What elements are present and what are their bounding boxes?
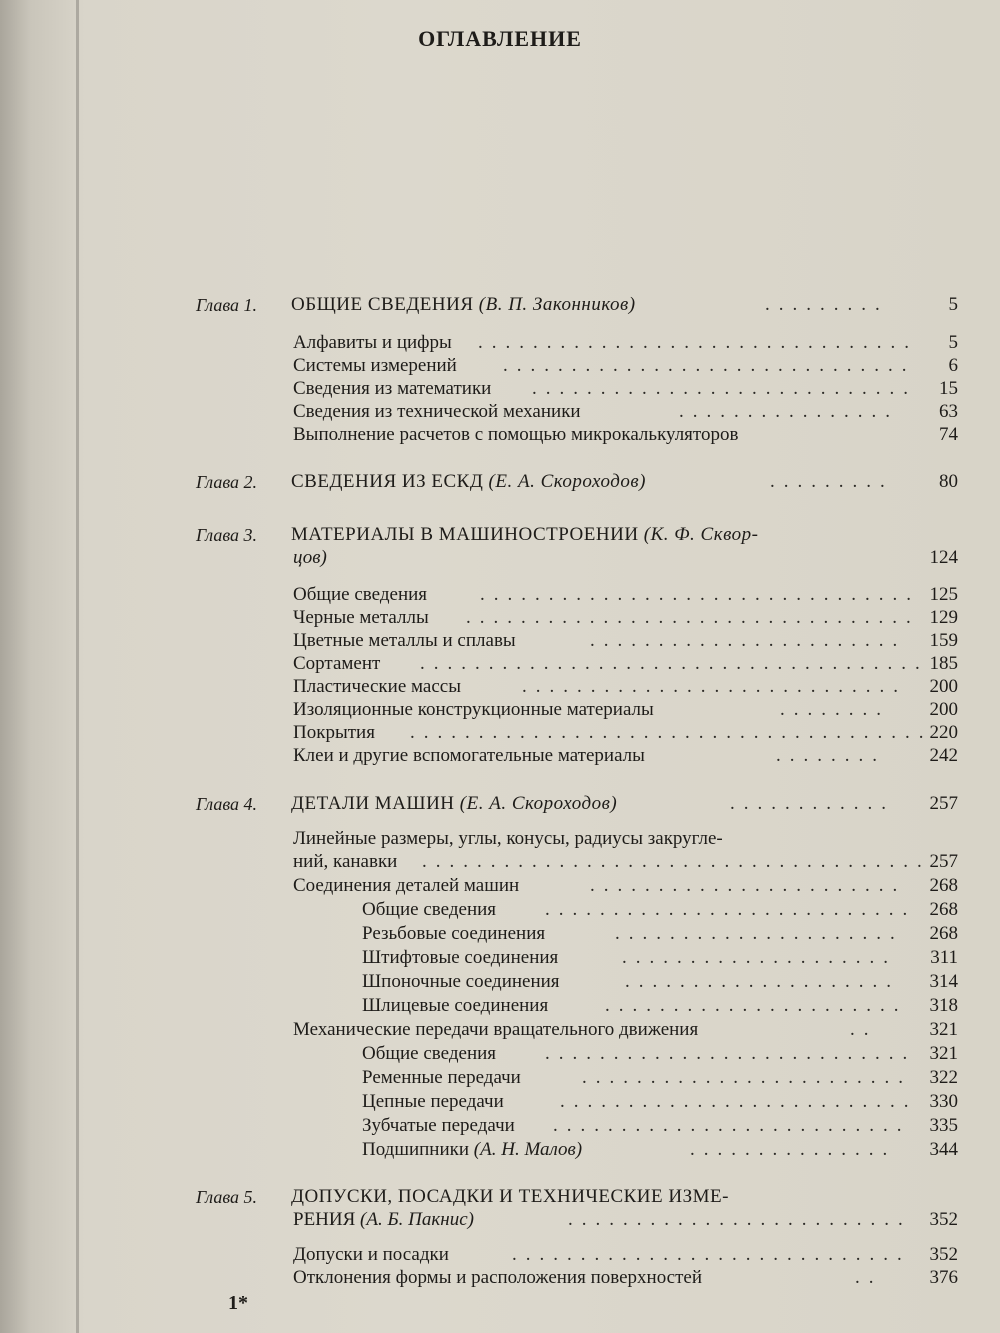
page-number: 318 <box>929 995 958 1016</box>
leader-dots: .......................... <box>560 1091 918 1112</box>
page-number: 5 <box>948 332 958 353</box>
leader-dots: ............... <box>690 1139 897 1160</box>
entry-label: Штифтовые соединения <box>362 947 559 968</box>
toc-entry <box>0 675 1000 699</box>
leader-dots: ............ <box>730 793 895 814</box>
entry-label: Системы измерений <box>293 355 457 376</box>
page-number: 314 <box>929 971 958 992</box>
page-number: 344 <box>929 1139 958 1160</box>
leader-dots: .......................... <box>553 1115 911 1136</box>
toc-entry <box>0 946 1000 970</box>
page-number: 311 <box>930 947 958 968</box>
toc-entry <box>0 331 1000 355</box>
leader-dots: .. <box>850 1019 878 1040</box>
entry-label: Соединения деталей машин <box>293 875 520 896</box>
leader-dots: .............................. <box>503 355 916 376</box>
toc-entry <box>0 1266 1000 1290</box>
page-number: 125 <box>929 584 958 605</box>
toc-entry <box>0 1243 1000 1267</box>
entry-label: Допуски и посадки <box>293 1244 449 1265</box>
entry-label: Шлицевые соединения <box>362 995 549 1016</box>
leader-dots: ........ <box>780 699 890 720</box>
signature-mark: 1* <box>228 1292 248 1314</box>
toc-entry <box>0 1114 1000 1138</box>
page-number: 330 <box>929 1091 958 1112</box>
entry-label: Черные металлы <box>293 607 429 628</box>
page-number: 80 <box>939 471 958 492</box>
leader-dots: ..................................... <box>420 653 929 674</box>
entry-label: Общие сведения <box>293 584 428 605</box>
chapter-5-heading-cont <box>0 1208 1000 1232</box>
chapter-title: ОБЩИЕ СВЕДЕНИЯ <box>291 294 474 315</box>
page-number: 257 <box>929 793 958 814</box>
toc-entry <box>0 1018 1000 1042</box>
leader-dots: ............................ <box>532 378 917 399</box>
toc-entry-cont <box>0 850 1000 874</box>
leader-dots: ...................... <box>605 995 908 1016</box>
entry-label: Отклонения формы и расположения поверхностей <box>293 1267 703 1288</box>
leader-dots: ................................ <box>480 584 920 605</box>
chapter-3-heading <box>0 523 1000 547</box>
toc-entry <box>0 354 1000 378</box>
page-number: 352 <box>929 1209 958 1230</box>
toc-entry <box>0 721 1000 745</box>
entry-label: Выполнение расчетов с помощью микрокалькуляторов <box>293 424 739 445</box>
entry-label: Пластические массы <box>293 676 461 697</box>
leader-dots: ................................ <box>478 332 918 353</box>
leader-dots: .. <box>855 1267 883 1288</box>
leader-dots: ...................................... <box>410 722 933 743</box>
toc-entry <box>0 1042 1000 1066</box>
entry-label: Шпоночные соединения <box>362 971 560 992</box>
page-number: 74 <box>939 424 958 445</box>
leader-dots: ........................ <box>582 1067 912 1088</box>
entry-author: (А. Н. Малов) <box>473 1139 583 1160</box>
toc-entry <box>0 606 1000 630</box>
chapter-title: РЕНИЯ <box>293 1209 356 1230</box>
leader-dots: ............................ <box>522 676 907 697</box>
entry-label: Изоляционные конструкционные материалы <box>293 699 654 720</box>
leader-dots: ..................................... <box>422 851 931 872</box>
chapter-author: (А. Б. Пакнис) <box>360 1209 474 1230</box>
toc-entry <box>0 827 1000 851</box>
chapter-title: МАТЕРИАЛЫ В МАШИНОСТРОЕНИИ <box>291 524 639 545</box>
page-number: 257 <box>929 851 958 872</box>
page-number: 268 <box>929 875 958 896</box>
page-number: 185 <box>929 653 958 674</box>
page-number: 63 <box>939 401 958 422</box>
entry-label: Общие сведения <box>362 899 497 920</box>
page-number: 124 <box>929 547 958 568</box>
toc-entry <box>0 377 1000 401</box>
page-number: 200 <box>929 699 958 720</box>
toc-entry <box>0 994 1000 1018</box>
toc-entry <box>0 970 1000 994</box>
leader-dots: ....................... <box>590 875 907 896</box>
toc-entry <box>0 1138 1000 1162</box>
leader-dots: ................ <box>679 401 899 422</box>
chapter-5-heading <box>0 1185 1000 1209</box>
leader-dots: ................................. <box>466 607 920 628</box>
page-number: 242 <box>929 745 958 766</box>
toc-entry <box>0 400 1000 424</box>
entry-label: Покрытия <box>293 722 375 743</box>
leader-dots: ......... <box>765 294 889 315</box>
entry-label: Сведения из математики <box>293 378 492 399</box>
page-number: 159 <box>929 630 958 651</box>
page-number: 322 <box>929 1067 958 1088</box>
page-number: 268 <box>929 899 958 920</box>
toc-entry <box>0 583 1000 607</box>
chapter-4-heading <box>0 792 1000 816</box>
toc-entry <box>0 423 1000 447</box>
entry-label: Цветные металлы и сплавы <box>293 630 516 651</box>
leader-dots: ........................... <box>545 1043 917 1064</box>
leader-dots: ............................. <box>512 1244 911 1265</box>
chapter-author: цов) <box>293 547 327 568</box>
page-number: 220 <box>929 722 958 743</box>
leader-dots: ........ <box>776 745 886 766</box>
chapter-title: ДОПУСКИ, ПОСАДКИ И ТЕХНИЧЕСКИЕ ИЗМЕ- <box>291 1186 729 1207</box>
toc-entry <box>0 898 1000 922</box>
toc-entry <box>0 698 1000 722</box>
chapter-1-heading <box>0 293 1000 317</box>
page-number: 6 <box>948 355 958 376</box>
chapter-prefix: Глава 5. <box>196 1187 258 1207</box>
entry-label: ний, канавки <box>293 851 398 872</box>
chapter-prefix: Глава 2. <box>196 472 258 492</box>
toc-entry <box>0 744 1000 768</box>
entry-label: Цепные передачи <box>362 1091 504 1112</box>
page-title: ОГЛАВЛЕНИЕ <box>418 26 582 51</box>
page-number: 200 <box>929 676 958 697</box>
page-number: 376 <box>929 1267 958 1288</box>
page-number: 321 <box>929 1043 958 1064</box>
page-number: 5 <box>948 294 958 315</box>
leader-dots: .................... <box>625 971 900 992</box>
entry-label: Сортамент <box>293 653 381 674</box>
chapter-title: СВЕДЕНИЯ ИЗ ЕСКД <box>291 471 484 492</box>
leader-dots: ..................... <box>615 923 904 944</box>
entry-label: Ременные передачи <box>362 1067 521 1088</box>
chapter-prefix: Глава 4. <box>196 794 258 814</box>
entry-label: Резьбовые соединения <box>362 923 546 944</box>
page-number: 352 <box>929 1244 958 1265</box>
entry-label: Сведения из технической механики <box>293 401 581 422</box>
leader-dots: ......................... <box>568 1209 912 1230</box>
chapter-prefix: Глава 3. <box>196 525 258 545</box>
chapter-author: (Е. А. Скороходов) <box>459 793 618 814</box>
page-number: 321 <box>929 1019 958 1040</box>
chapter-author: (Е. А. Скороходов) <box>488 471 646 492</box>
toc-entry <box>0 1090 1000 1114</box>
entry-label: Общие сведения <box>362 1043 497 1064</box>
chapter-author: (В. П. Законников) <box>478 294 636 315</box>
leader-dots: ........................... <box>545 899 917 920</box>
chapter-author: (К. Ф. Сквор- <box>643 524 759 545</box>
entry-label: Зубчатые передачи <box>362 1115 515 1136</box>
entry-label: Линейные размеры, углы, конусы, радиусы закругле- <box>293 828 723 849</box>
page-number: 268 <box>929 923 958 944</box>
toc-entry <box>0 1066 1000 1090</box>
chapter-3-heading-cont <box>0 546 1000 570</box>
page-number: 129 <box>929 607 958 628</box>
page-number: 15 <box>939 378 958 399</box>
chapter-title: ДЕТАЛИ МАШИН <box>291 793 455 814</box>
entry-label: Подшипники <box>362 1139 470 1160</box>
toc-entry <box>0 874 1000 898</box>
chapter-prefix: Глава 1. <box>196 295 258 315</box>
entry-label: Механические передачи вращательного движения <box>293 1019 699 1040</box>
entry-label: Алфавиты и цифры <box>293 332 452 353</box>
leader-dots: ....................... <box>590 630 907 651</box>
leader-dots: ......... <box>770 471 894 492</box>
entry-label: Клеи и другие вспомогательные материалы <box>293 745 645 766</box>
page-number: 335 <box>929 1115 958 1136</box>
toc-entry <box>0 922 1000 946</box>
chapter-2-heading <box>0 470 1000 494</box>
leader-dots: .................... <box>622 947 897 968</box>
toc-entry <box>0 652 1000 676</box>
toc-entry <box>0 629 1000 653</box>
